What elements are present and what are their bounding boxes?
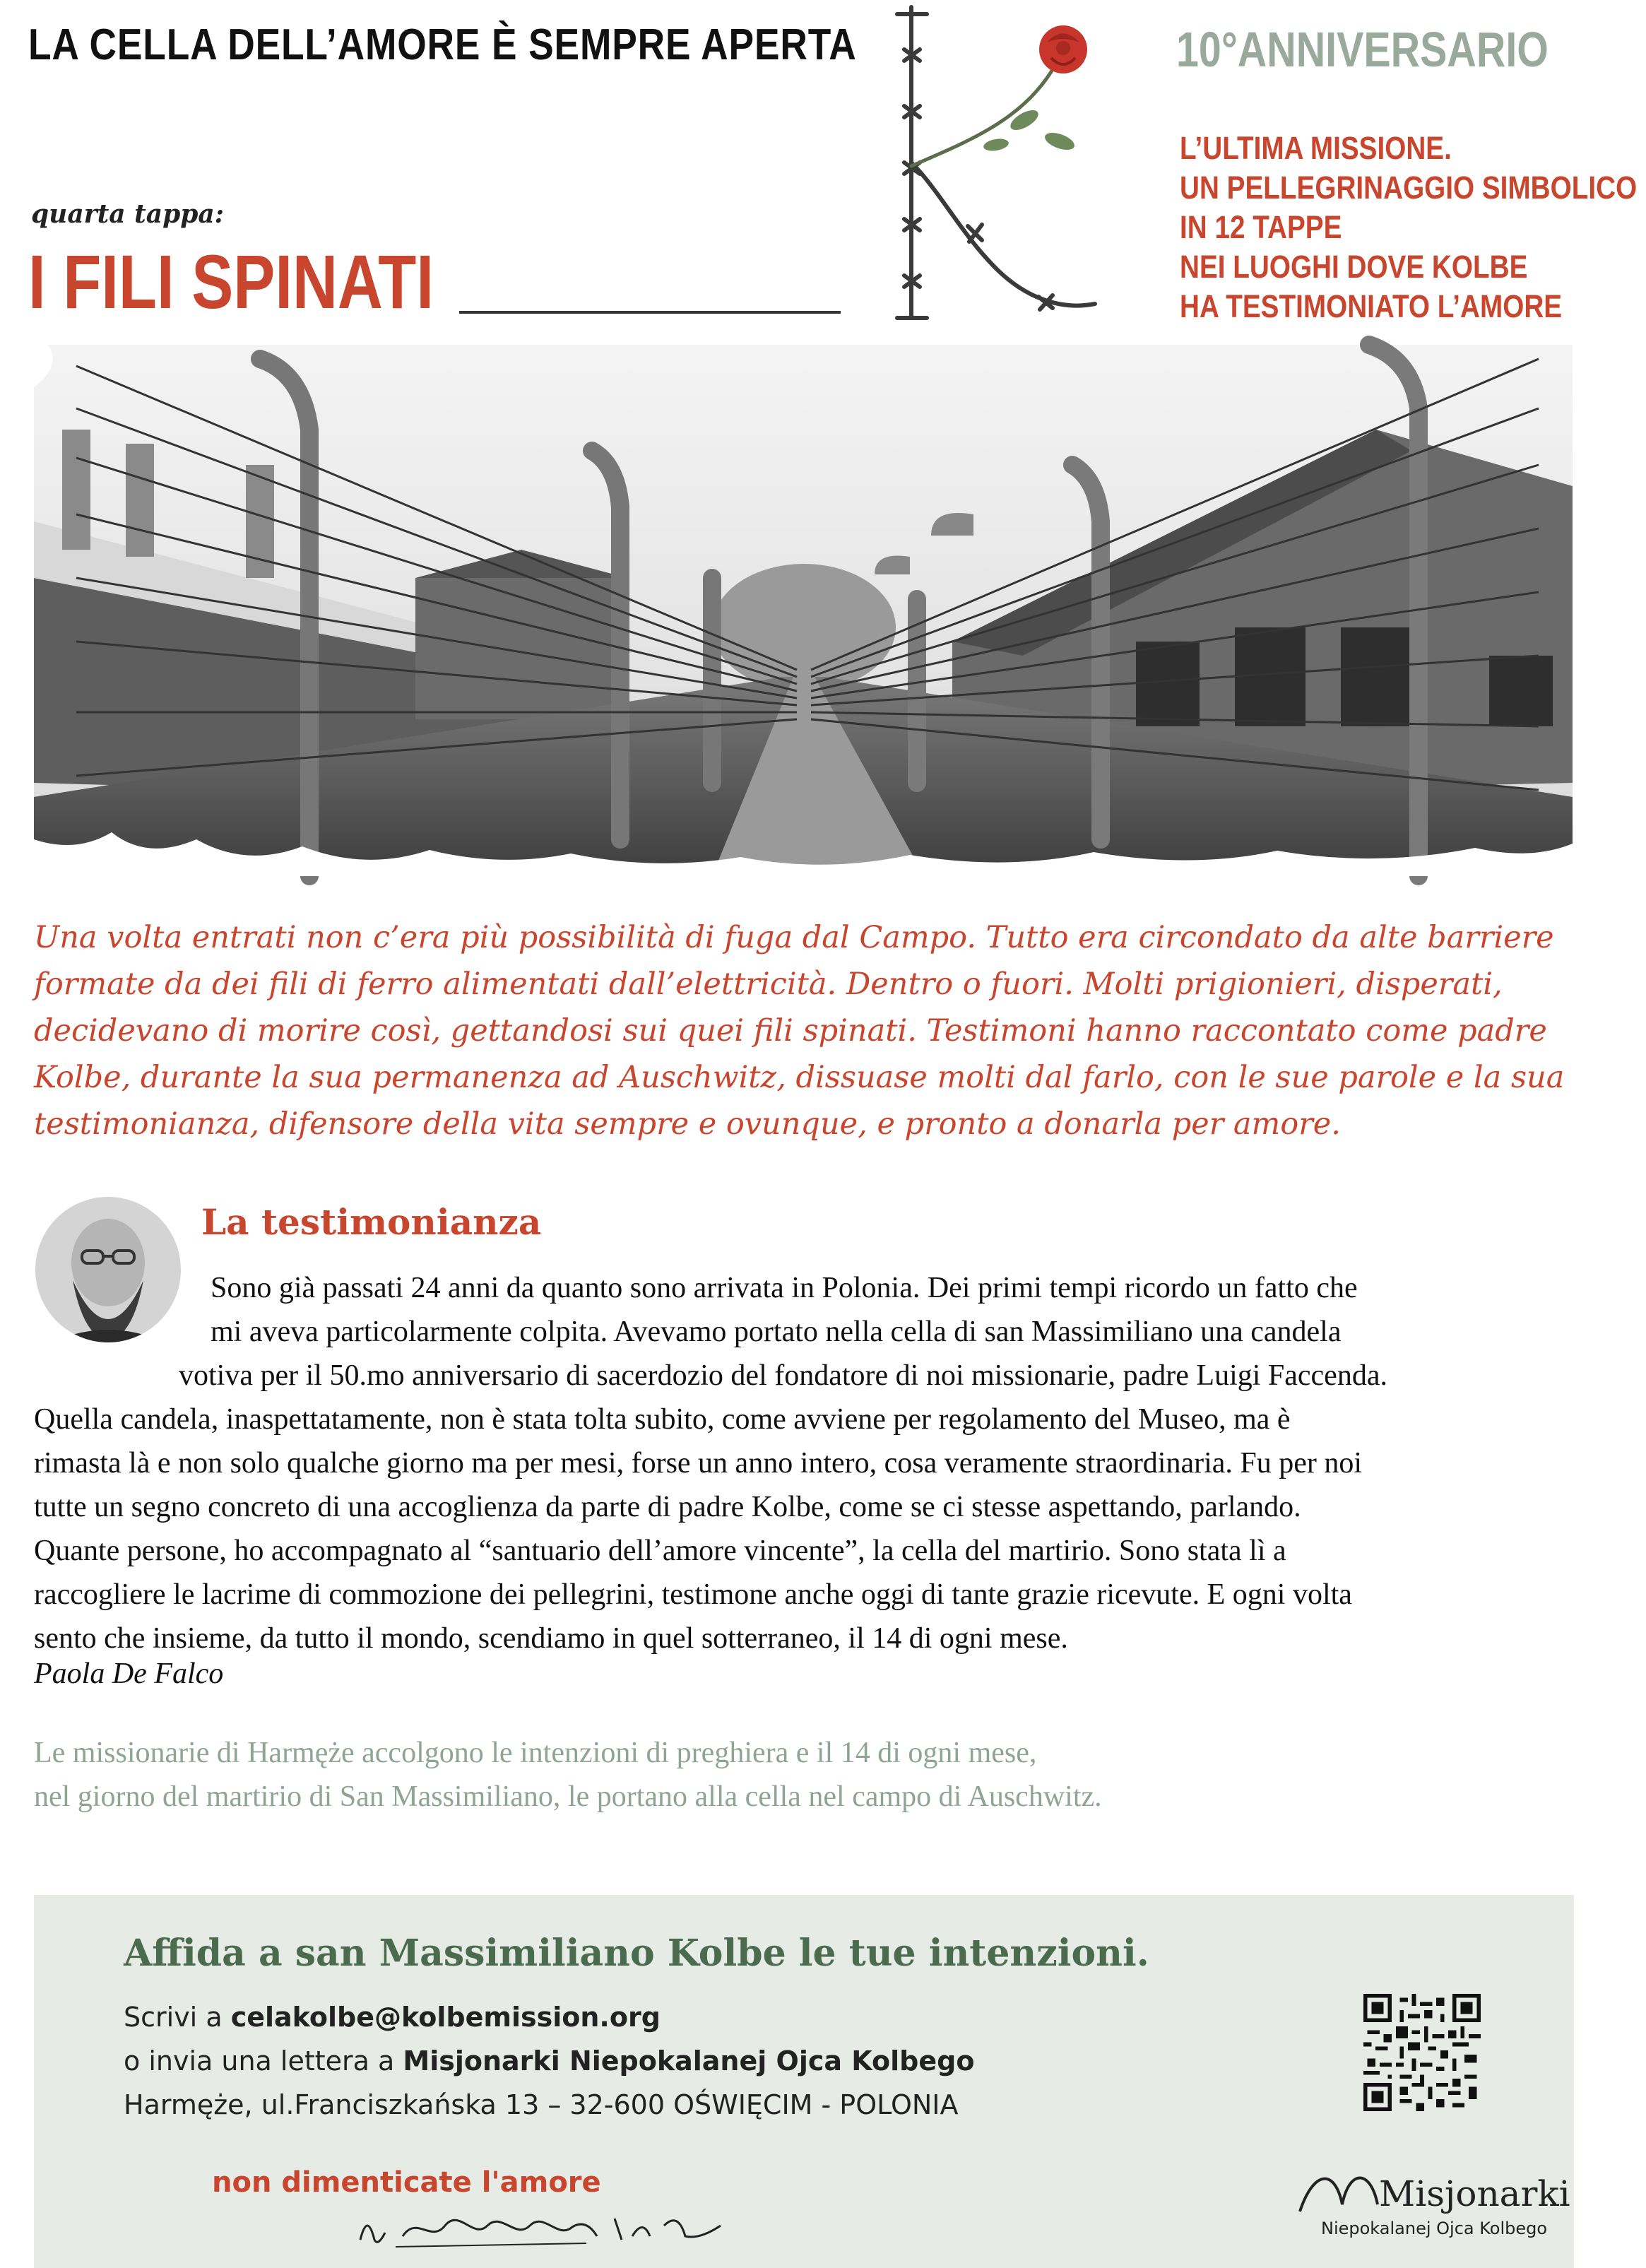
stage-title: I FILI SPINATI — [28, 239, 434, 324]
mission-line: UN PELLEGRINAGGIO SIMBOLICO — [1180, 170, 1638, 206]
testimony-line: mi aveva particolarmente colpita. Avevamo portato nella cella di san Massimiliano una candela — [211, 1316, 1342, 1348]
barbed-wire-k-logo-icon — [883, 0, 1137, 332]
page-title: LA CELLA DELL’AMORE È SEMPRE APERTA — [28, 20, 857, 69]
testimony-line: votiva per il 50.mo anniversario di sacerdozio del fondatore di noi missionarie, padre Luigi Faccenda. — [179, 1359, 1387, 1392]
title-underline — [459, 311, 841, 314]
testimony-line: rimasta là e non solo qualche giorno ma per mesi, forse un anno intero, cosa veramente straordinaria. Fu per noi — [34, 1447, 1363, 1479]
testimony-heading: La testimonianza — [201, 1201, 542, 1243]
intro-line: Kolbe, durante la sua permanenza ad Auschwitz, dissuase molti dal farlo, con le sue parole e la sua — [34, 1060, 1565, 1095]
footer-heading: Affida a san Massimiliano Kolbe le tue intenzioni. — [124, 1932, 1149, 1975]
qr-code-icon[interactable] — [1363, 1994, 1481, 2111]
contact-letter-line — [124, 2039, 974, 2083]
testimony-author: Paola De Falco — [34, 1658, 224, 1690]
logo-sub: Niepokalanej Ojca Kolbego — [1321, 2219, 1548, 2238]
testimony-line: raccogliere le lacrime di commozione dei pellegrini, testimone anche oggi di tante grazie ricevute. E ogni volta — [34, 1578, 1352, 1611]
intro-line: testimonianza, difensore della vita sempre e ovunque, e pronto a donarla per amore. — [34, 1106, 1341, 1142]
testimony-line: Quella candela, inaspettatamente, non è stata tolta subito, come avviene per regolamento del Museo, ma è — [34, 1403, 1291, 1436]
testimony-line: Quante persone, ho accompagnato al “santuario dell’amore vincente”, la cella del martirio. Sono stata lì a — [34, 1535, 1286, 1567]
org-name: Misjonarki Niepokalanej Ojca Kolbego — [403, 2045, 975, 2077]
write-prefix: Scrivi a — [124, 2002, 231, 2033]
testimony-line: tutte un segno concreto di una accoglienza da parte di padre Kolbe, come se ci stesse aspettando, parlando. — [34, 1491, 1301, 1523]
testimony-text — [34, 1266, 1588, 1660]
stage-label: quarta tappa: — [31, 199, 225, 229]
mission-text — [1180, 129, 1638, 326]
anniversary-label: 10°ANNIVERSARIO — [1176, 22, 1549, 77]
note-line: nel giorno del martirio di San Massimiliano, le portano alla cella nel campo di Auschwitz. — [34, 1780, 1102, 1813]
mission-line: IN 12 TAPPE — [1180, 209, 1342, 245]
intro-text — [34, 914, 1588, 1147]
kolbe-signature-icon — [353, 2204, 749, 2254]
testimony-line: sento che insieme, da tutto il mondo, scendiamo in quel sotterraneo, il 14 di ogni mese. — [34, 1622, 1068, 1655]
mission-line: L’ULTIMA MISSIONE. — [1180, 130, 1452, 166]
mission-line: NEI LUOGHI DOVE KOLBE — [1180, 249, 1528, 285]
intro-line: Una volta entrati non c’era più possibilità di fuga dal Campo. Tutto era circondato da alte barriere — [34, 920, 1554, 955]
barbed-wire-fence-photo — [34, 345, 1573, 876]
missionaries-note — [34, 1731, 1588, 1819]
note-line: Le missionarie di Harmęże accolgono le intenzioni di preghiera e il 14 di ogni mese, — [34, 1737, 1037, 1769]
intro-line: decidevano di morire così, gettandosi sui quei fili spinati. Testimoni hanno raccontato come padre — [34, 1013, 1547, 1049]
logo-name: Misjonarki — [1379, 2173, 1570, 2214]
contact-info — [124, 1995, 974, 2127]
contact-email-line — [124, 1995, 974, 2039]
email-link[interactable]: celakolbe@kolbemission.org — [230, 2002, 661, 2033]
intro-line: formate da dei fili di ferro alimentati dall’elettricità. Dentro o fuori. Molti prigionieri, disperati, — [34, 967, 1503, 1002]
misjonarki-logo-icon — [1293, 2155, 1570, 2254]
mission-line: HA TESTIMONIATO L’AMORE — [1180, 288, 1563, 324]
testimony-line: Sono già passati 24 anni da quanto sono arrivata in Polonia. Dei primi tempi ricordo un fatto che — [211, 1272, 1358, 1304]
slogan: non dimenticate l'amore — [212, 2166, 601, 2199]
letter-prefix: o invia una lettera a — [124, 2045, 403, 2077]
address: Harmęże, ul.Franciszkańska 13 – 32-600 OŚWIĘCIM - POLONIA — [124, 2089, 959, 2120]
